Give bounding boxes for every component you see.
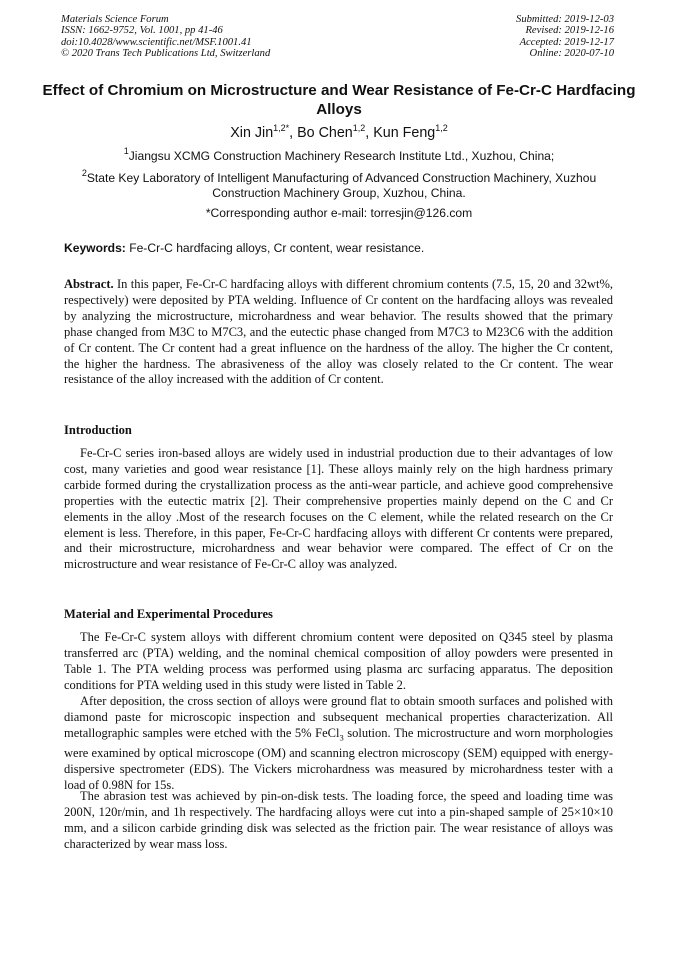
journal-copyright: © 2020 Trans Tech Publications Ltd, Switzerland [61, 48, 271, 60]
abstract [64, 277, 613, 388]
date-accepted: Accepted: 2019-12-17 [519, 36, 614, 48]
author-list [40, 124, 638, 142]
paragraph: The Fe-Cr-C system alloys with different chromium content were deposited on Q345 steel by plasma transferred arc (PTA) welding, and the nominal chemical composition of alloy powders were presented in Table 1. The PTA welding process was performed using plasma arc surfacing apparatus. The deposition conditions for PTA welding used in this study were listed in Table 2. [64, 630, 613, 692]
author-name: Xin Jin [230, 125, 274, 141]
keywords [64, 241, 616, 256]
author-name: Bo Chen [297, 125, 353, 141]
abstract-label: Abstract. [64, 277, 114, 291]
paper-title: Effect of Chromium on Microstructure and Wear Resistance of Fe-Cr-C Hardfacing Alloys [42, 82, 636, 118]
affiliation-sup: 1 [123, 146, 129, 156]
materials-paragraph-1 [64, 630, 613, 694]
materials-paragraph-2 [64, 694, 613, 794]
journal-doi[interactable]: doi:10.4028/www.scientific.net/MSF.1001.41 [61, 36, 252, 48]
author-sup: 1,2 [352, 123, 366, 133]
paragraph: Fe-Cr-C series iron-based alloys are widely used in industrial production due to their advantages of low cost, many varieties and good wear resistance [1]. These alloys mainly rely on the high hardness primary carbide formed during the crystallization process as the anti-wear particle, and achieve good comprehensive properties with the eutectic matrix [2]. Their comprehensive properties mainly depend on the C and Cr elements in the alloy .Most of the research focuses on the C element, while the related research on the Cr element is less. Therefore, in this paper, Fe-Cr-C hardfacing alloys with different Cr contents were prepared, and their microstructure, microhardness and wear behavior were compared. The effect of Cr on the microstructure and wear resistance of Fe-Cr-C alloy was analyzed. [64, 446, 613, 572]
submission-dates [516, 14, 614, 60]
section-heading-materials: Material and Experimental Procedures [64, 607, 273, 621]
affiliation-sup: 2 [81, 168, 87, 178]
affiliation-text: Jiangsu XCMG Construction Machinery Research Institute Ltd., Xuzhou, China; [128, 149, 555, 163]
author-sup: 1,2* [273, 123, 290, 133]
abstract-text: In this paper, Fe-Cr-C hardfacing alloys with different chromium contents (7.5, 15, 20 and 32wt%, respectively) were deposited by PTA welding. Influence of Cr content on the hardfacing alloys was revealed by analyzing the microstructure, microhardness and wear behavior. The results showed that the primary phase changed from M3C to M7C3, and the eutectic phase changed from M7C3 to M23C6 with the addition of Cr content. The Cr content had a great influence on the hardness of the alloy. The higher the Cr content, the higher the hardness. The abrasiveness of the alloy was closely related to the Cr content. The wear resistance of the alloy increased with the addition of Cr content. [64, 277, 613, 387]
author-name: Kun Feng [373, 125, 436, 141]
author-separator: , [365, 125, 374, 141]
paragraph-text: solution. The microstructure and worn morphologies were examined by optical microscope (OM) and scanning electron microscopy (SEM) equipped with energy-dispersive spectrometer (EDS). The Vickers microhardness was measured by microhardness tester with a load of 0.98N for 15s. [64, 725, 613, 793]
affiliation-text: State Key Laboratory of Intelligent Manufacturing of Advanced Construction Machinery, Xuzhou Construction Machinery Group, Xuzhou, China. [86, 171, 597, 201]
introduction-body [64, 446, 613, 573]
journal-issn: ISSN: 1662-9752, Vol. 1001, pp 41-46 [61, 25, 223, 37]
keywords-label: Keywords: [64, 241, 126, 255]
date-online: Online: 2020-07-10 [529, 48, 614, 60]
corresponding-email[interactable]: *Corresponding author e-mail: torresjin@126.com [205, 206, 473, 220]
journal-info [61, 14, 270, 60]
journal-name: Materials Science Forum [61, 14, 169, 25]
date-submitted: Submitted: 2019-12-03 [516, 14, 614, 25]
affiliation-2 [60, 168, 618, 202]
materials-paragraph-3 [64, 789, 613, 853]
author-sup: 1,2 [435, 123, 448, 133]
author-separator: , [289, 125, 298, 141]
paragraph-text: After deposition, the cross section of alloys were ground flat to obtain smooth surfaces and polished with diamond paste for microscopic inspection and subsequent mechanical properties characterization. All metallographic samples were etched with the 5% FeCl [64, 694, 613, 740]
paragraph: The abrasion test was achieved by pin-on-disk tests. The loading force, the speed and loading time was 200N, 120r/min, and 1h respectively. The hardfacing alloys were cut into a pin-shaped sample of 25×10×10 mm, and a silicon carbide grinding disk was selected as the friction pair. The wear resistance of alloys was characterized by wear mass loss. [64, 789, 613, 851]
subscript: 3 [339, 732, 344, 743]
section-heading-introduction: Introduction [64, 423, 132, 437]
paragraph [64, 694, 613, 794]
date-revised: Revised: 2019-12-16 [525, 25, 614, 37]
keywords-text: Fe-Cr-C hardfacing alloys, Cr content, wear resistance. [125, 241, 425, 255]
affiliation-1 [60, 146, 618, 164]
